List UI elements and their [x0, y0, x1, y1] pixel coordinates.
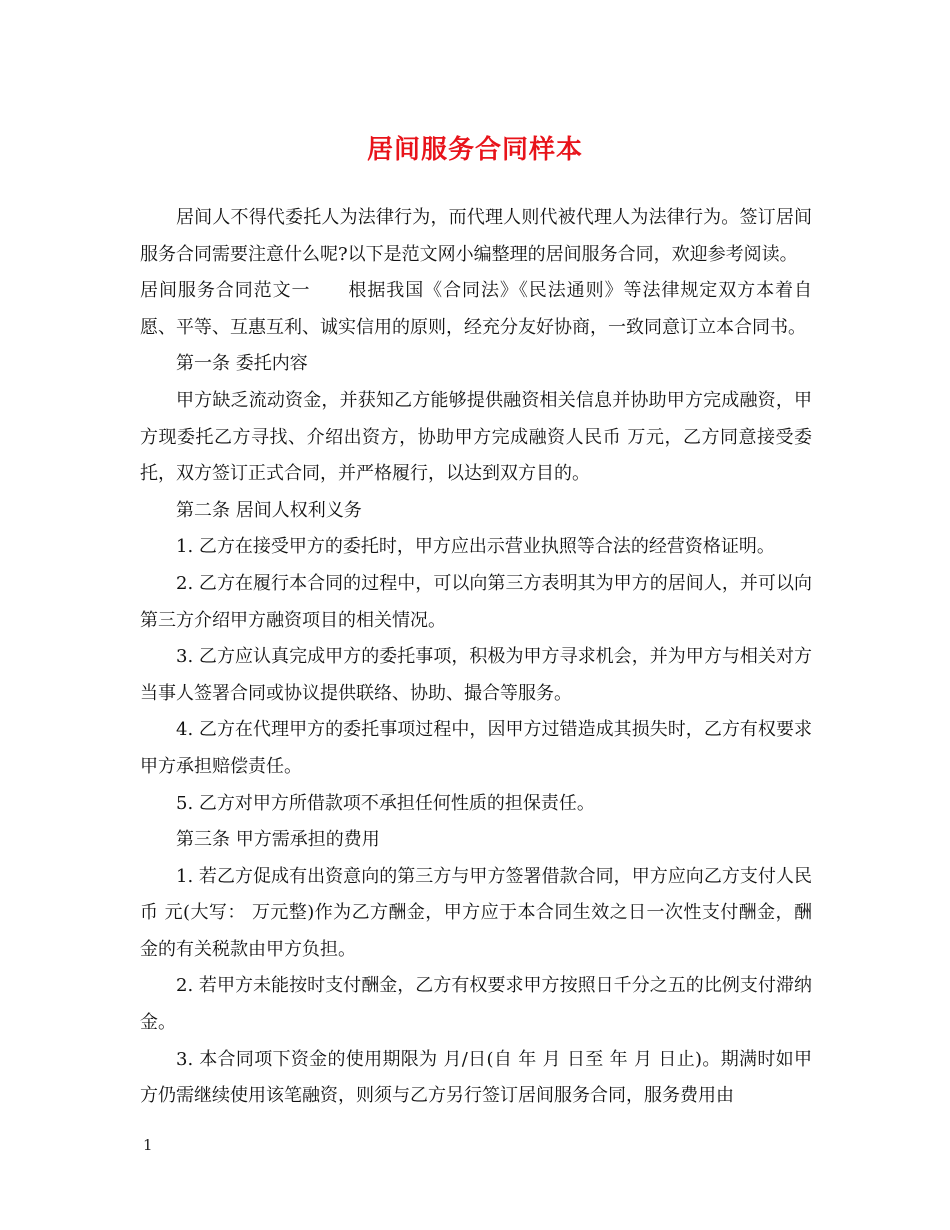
- clause-2-3: 3. 乙方应认真完成甲方的委托事项，积极为甲方寻求机会，并为甲方与相关对方当事人签署合同或协议提供联络、协助、撮合等服务。: [140, 646, 812, 704]
- clause-3-1: 1. 若乙方促成有出资意向的第三方与甲方签署借款合同，甲方应向乙方支付人民币 元(大写： 万元整)作为乙方酬金，甲方应于本合同生效之日一次性支付酬金，酬金的有关税款由甲方负担。: [140, 865, 812, 960]
- clause-2-1: 1. 乙方在接受甲方的委托时，甲方应出示营业执照等合法的经营资格证明。: [176, 536, 775, 558]
- document-body: [140, 200, 812, 1115]
- clause-2-5: 5. 乙方对甲方所借款项不承担任何性质的担保责任。: [176, 792, 595, 814]
- clause-2-4: 4. 乙方在代理甲方的委托事项过程中，因甲方过错造成其损失时，乙方有权要求甲方承担赔偿责任。: [140, 719, 812, 777]
- paragraph-article-1: 甲方缺乏流动资金，并获知乙方能够提供融资相关信息并协助甲方完成融资，甲方现委托乙方寻找、介绍出资方，协助甲方完成融资人民币 万元，乙方同意接受委托，双方签订正式合同，并严格履行，以达到双方目的。: [140, 389, 812, 485]
- paragraph-preamble: 居间服务合同范文一 根据我国《合同法》《民法通则》等法律规定双方本着自愿、平等、互惠互利、诚实信用的原则，经充分友好协商，一致同意订立本合同书。: [140, 280, 812, 338]
- paragraph-intro: 居间人不得代委托人为法律行为，而代理人则代被代理人为法律行为。签订居间服务合同需要注意什么呢?以下是范文网小编整理的居间服务合同，欢迎参考阅读。: [140, 207, 812, 265]
- page-number: 1: [143, 1136, 153, 1154]
- clause-3-3: 3. 本合同项下资金的使用期限为 月/日(自 年 月 日至 年 月 日止)。期满时如甲方仍需继续使用该笔融资，则须与乙方另行签订居间服务合同，服务费用由: [140, 1048, 812, 1107]
- article-heading-3: 第三条 甲方需承担的费用: [176, 829, 380, 851]
- article-heading-1: 第一条 委托内容: [176, 353, 308, 375]
- clause-3-2: 2. 若甲方未能按时支付酬金，乙方有权要求甲方按照日千分之五的比例支付滞纳金。: [140, 975, 812, 1034]
- clause-2-2: 2. 乙方在履行本合同的过程中，可以向第三方表明其为甲方的居间人，并可以向第三方介绍甲方融资项目的相关情况。: [140, 572, 812, 631]
- article-heading-2: 第二条 居间人权利义务: [176, 499, 362, 521]
- document-title: 居间服务合同样本: [366, 135, 583, 165]
